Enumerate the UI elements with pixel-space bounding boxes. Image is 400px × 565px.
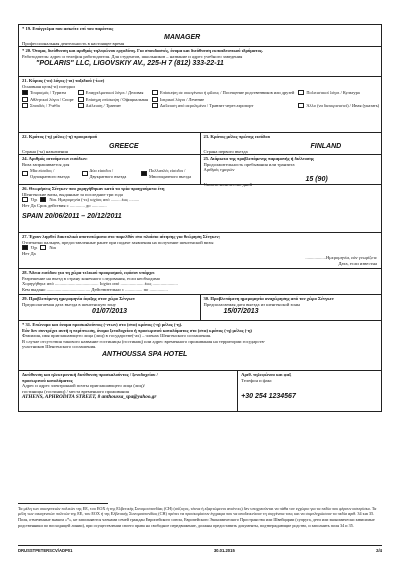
footer-code: DRUSSTPETERSCV/ADP01 bbox=[18, 548, 73, 553]
field-30-value[interactable]: 15/07/2013 bbox=[223, 308, 259, 316]
field-28-line-2: Кем выдано ...................................... Действительно с ............... по ................ bbox=[22, 286, 168, 292]
field-19-sublabel: Профессиональная деятельность в настоящее время bbox=[22, 40, 125, 46]
checkbox[interactable] bbox=[78, 97, 84, 102]
phone-value[interactable]: +30 254 1234567 bbox=[241, 393, 296, 401]
field-21-sublabel: Основная цель(-и) поездки bbox=[22, 83, 75, 89]
field-29-label: 29. Προβλεπόμενη ημερομηνία άφιξης στον χώρο Σένγκεν bbox=[22, 296, 135, 301]
fields-29-30 bbox=[19, 295, 381, 321]
purpose-option[interactable]: Σπουδές / Учёба bbox=[22, 103, 74, 108]
field-24-sublabel: Виза запрашивается для bbox=[22, 161, 70, 167]
field-29-arrival bbox=[19, 295, 200, 320]
field-27-date-sub: Дата, если известна bbox=[338, 261, 377, 266]
address-label-1: Διεύθυνση και ηλεκτρονική διεύθυνση προσκαλούντος / ξενοδοχείου / bbox=[22, 372, 158, 377]
purpose-option[interactable]: Διέλευση από αερολιμένα / Транзит через аэропорт bbox=[152, 103, 294, 108]
footnote-separator bbox=[18, 503, 108, 504]
visa-form bbox=[18, 24, 382, 412]
field-23-label: 23. Κράτος μέλος πρώτης εισόδου bbox=[203, 134, 271, 139]
purpose-option[interactable]: Διέλευση / Транзит bbox=[78, 103, 148, 108]
field-28-entry-permit bbox=[19, 269, 381, 295]
field-30-sublabel: Предполагаемая дата выезда из шенгенской зоны bbox=[203, 301, 301, 307]
field-20-sublabel: Работодатель: адрес и телефон работодателя. Для студентов, школьников – название и адрес учебного заведения bbox=[22, 53, 243, 59]
field-31-line-2: Εάν δεν συντρέχει αυτή η περίπτωση, όνομα ξενοδοχείου ή προσωρινού καταλύματος στο (στα) κράτος (-η) μέλος (-η) bbox=[22, 327, 252, 333]
address-label-4: гостиницы (гостиниц) / места временного проживания bbox=[22, 388, 129, 394]
field-31-address-right bbox=[237, 371, 381, 411]
footer-page: 2/4 bbox=[376, 548, 382, 553]
entries-option[interactable]: Μία είσοδος / Однократного въезда bbox=[22, 168, 78, 179]
field-26-choice-row: Όχι Ναι. Ημερομηνία (-ες) ισχύος από ......... έως ......... bbox=[22, 197, 378, 202]
field-25-label: 25. Διάρκεια της προβλεπόμενης παραμονής ή διέλευσης bbox=[203, 156, 314, 161]
field-31-line-5: участников Шенгенского соглашения. bbox=[22, 344, 97, 350]
field-22-sublabel: Страна (-ы) назначения bbox=[22, 148, 68, 154]
field-31-line-4: В случае отсутствия такового название гостиницы (гостиниц) или адрес временного проживания на территории государств- bbox=[22, 338, 266, 344]
field-21-options bbox=[22, 90, 378, 108]
field-20-employer bbox=[19, 47, 381, 77]
field-25-duration bbox=[200, 155, 382, 187]
checkbox[interactable] bbox=[78, 103, 84, 108]
page-footer bbox=[18, 545, 382, 553]
field-27-fingerprints bbox=[19, 233, 381, 269]
purpose-option[interactable]: Επίσημη επίσκεψη / Официальная bbox=[78, 97, 148, 102]
field-21-purpose bbox=[19, 77, 381, 133]
field-29-sublabel: Предполагаемая дата въезда в шенгенскую зону bbox=[22, 301, 116, 307]
field-20-value[interactable]: "POLARIS" LLC, LIGOVSKIY AV., 225-H 7 (812) 333-22-11 bbox=[36, 60, 224, 68]
fields-22-23 bbox=[19, 133, 381, 155]
fields-24-25 bbox=[19, 155, 381, 185]
checkbox[interactable] bbox=[152, 103, 158, 108]
checkbox-yes[interactable] bbox=[40, 245, 46, 250]
purpose-option[interactable]: Ιατρικοί λόγοι / Лечение bbox=[152, 97, 294, 102]
field-20-label: * 20. Όνομα, διεύθυνση και αριθμός τηλεφώνου εργοδότη. Για σπουδαστές, όνομα και διεύθυνση εκπαιδευτικού ιδρύματος. bbox=[22, 48, 263, 53]
checkbox-yes[interactable] bbox=[40, 197, 46, 202]
field-26-previous-visas bbox=[19, 185, 381, 233]
entries-option[interactable]: Δύο είσοδοι / Двукратного въезда bbox=[82, 168, 138, 179]
field-26-sub-row: Нет Да Срок действия с ............. до ............. bbox=[22, 202, 107, 208]
checkbox[interactable] bbox=[152, 90, 158, 95]
address-label-3: Адрес и адрес электронной почты приглашающего лица (лиц)/ bbox=[22, 383, 145, 389]
field-27-choice-row: Όχι Ναι bbox=[22, 245, 378, 250]
field-22-destination bbox=[19, 133, 200, 154]
checkbox-no[interactable] bbox=[22, 245, 28, 250]
checkbox[interactable] bbox=[78, 90, 84, 95]
purpose-option[interactable]: Πολιτιστικοί λόγοι / Культура bbox=[298, 90, 379, 95]
field-27-sub-row: Нет Да bbox=[22, 250, 36, 256]
field-22-value[interactable]: GREECE bbox=[109, 143, 139, 150]
field-28-line-1: Χορηγήθηκε από ...................................... Ισχύει από .................... έως ...................... bbox=[22, 281, 178, 287]
field-28-label: 28. Άδεια εισόδου για τη χώρα τελικού προορισμού, εφόσον υπάρχει bbox=[22, 270, 155, 275]
field-19-value[interactable]: MANAGER bbox=[164, 34, 201, 41]
field-27-date-line: ..................Ημερομηνία, εάν γνωρίζετε bbox=[305, 255, 377, 260]
checkbox[interactable] bbox=[82, 171, 88, 176]
field-31-line-3: Фамилия, имя приглашающего лица (лиц) в государстве(-ах) – членах Шенгенского соглашения. bbox=[22, 333, 212, 339]
field-28-sublabel: Разрешение на въезд в страну конечного следования, если необходимо bbox=[22, 275, 161, 281]
field-23-first-entry bbox=[200, 133, 382, 154]
field-25-value[interactable]: 15 (90) bbox=[305, 176, 328, 183]
field-24-options bbox=[22, 168, 197, 179]
field-31-value[interactable]: ANTHOUSSA SPA HOTEL bbox=[102, 350, 188, 358]
footnote-greek: Τα μέλη των οικογενειών πολιτών της ΕΕ, του ΕΟΧ ή της Ελβετικής Συνομοσπονδίας (CH) (σύζυγος, τέκνα ή εξαρτώμενοι ανιόντες) δεν υποχρεούνται να πάθα τον εγχώριο για τα πεδία που φέρουν αστερίσκο. Τα μέλη των οικογενειών πολιτών της ΕΕ, του ΕΟΧ ή της Ελβετικής Συνομοσπονδίας (CH) πρέπει να προσκομίσουν έγγραφα που να αποδεικνύουν τη συγγένεια τους και να συμπληρώσουν τα πεδία αριθ. 34 και 35. bbox=[18, 506, 377, 517]
checkbox[interactable] bbox=[298, 103, 304, 108]
field-30-label: 30. Προβλεπόμενη ημερομηνία αναχώρησης από τον χώρο Σένγκεν bbox=[203, 296, 334, 301]
field-31-address bbox=[19, 371, 381, 411]
field-23-value[interactable]: FINLAND bbox=[310, 143, 342, 150]
field-31-address-left bbox=[19, 371, 237, 411]
purpose-option[interactable]: Άλλο (να διευκρινιστεί) / Иная (указать) bbox=[298, 103, 379, 108]
purpose-option[interactable]: Αθλητικοί λόγοι / Спорт bbox=[22, 97, 74, 102]
checkbox[interactable] bbox=[152, 97, 158, 102]
field-25-sublabel-2: Αριθμός ημερών bbox=[203, 167, 235, 173]
checkbox[interactable] bbox=[22, 103, 28, 108]
field-27-sublabel: Отпечатки пальцев, предоставленные ранее при подаче заявления на получение шенгенской визы bbox=[22, 239, 214, 245]
field-31-host bbox=[19, 321, 381, 371]
checkbox[interactable] bbox=[141, 171, 147, 176]
field-24-label: 24. Αριθμός αιτούμενων εισόδων: bbox=[22, 156, 88, 161]
field-26-value[interactable]: SPAIN 20/06/2011 – 20/12/2011 bbox=[22, 213, 122, 221]
field-25-sublabel-1: Продолжительность пребывания или транзита bbox=[203, 161, 295, 167]
field-23-sublabel: Страна первого въезда bbox=[203, 148, 248, 154]
footnote-russian: Поля, отмеченные знаком «*», не заполняются членами семей граждан Европейского союза, Европейского Экономического Пространства или Швейцарии (супруга, дети или экономически зависимые родственники по восходящей линии), при осуществлении своего права на свободное передвижение, должны предоставить документы, подтверждающие родство, и заполнить поля 34 и 35. bbox=[18, 517, 375, 528]
purpose-option[interactable]: Επίσκεψη σε οικογένεια ή φίλους / Посещение родственников или друзей bbox=[152, 90, 294, 95]
field-25-sublabel-3: Указать количество дней bbox=[203, 181, 252, 187]
field-22-label: 22. Κράτος (-η) μέλος (-η) προορισμού bbox=[22, 134, 98, 139]
checkbox[interactable] bbox=[298, 90, 304, 95]
checkbox-no[interactable] bbox=[22, 197, 28, 202]
field-24-entries bbox=[19, 155, 200, 184]
phone-label-1: Αριθ. τηλεφώνου και φαξ bbox=[241, 372, 292, 377]
address-value[interactable]: ATHENS, APHRODITA STREET, 8 anthoussa_spa@yahoo.gr bbox=[22, 394, 157, 401]
field-27-label: 27. Έχουν ληφθεί δακτυλικά αποτυπώματα στο παρελθόν στο πλαίσιο αίτησης για θεώρηση Σένγκεν; bbox=[22, 234, 221, 239]
field-26-sublabel: Шенгенские визы, выданные за последние три года bbox=[22, 191, 123, 197]
field-31-label: * 31. Επώνυμο και όνομα προσκαλούντος (-ντων) στο (στα) κράτος (-η) μέλος (-η). bbox=[22, 322, 183, 327]
address-label-2: προσωρινού καταλύματος bbox=[22, 377, 73, 383]
phone-label-2: Телефон и факс bbox=[241, 377, 272, 383]
field-26-label: 26. Θεωρήσεις Σένγκεν που χορηγήθηκαν κατά τα τρία προηγούμενα έτη bbox=[22, 186, 165, 191]
checkbox[interactable] bbox=[22, 90, 28, 95]
purpose-option[interactable]: Τουρισμός / Туризм bbox=[22, 90, 74, 95]
checkbox[interactable] bbox=[22, 97, 28, 102]
footer-date: 30.01.2015 bbox=[213, 548, 235, 553]
field-29-value[interactable]: 01/07/2013 bbox=[92, 308, 128, 316]
entries-option[interactable]: Πολλαπλές είσοδοι / Многократного въезда bbox=[141, 168, 197, 179]
field-30-departure bbox=[200, 295, 382, 320]
field-19-label: * 19. Επάγγελμα που ασκείτε επί του παρόντος bbox=[22, 26, 114, 31]
footnotes bbox=[18, 506, 382, 528]
purpose-option-empty bbox=[298, 97, 379, 102]
purpose-option[interactable]: Επαγγελματικοί λόγοι / Деловая bbox=[78, 90, 148, 95]
checkbox[interactable] bbox=[22, 171, 28, 176]
field-21-label: 21. Κύριος (-οι) λόγος (-οι) ταξιδιού (-ίων) bbox=[22, 78, 105, 83]
field-19-occupation bbox=[19, 25, 381, 47]
